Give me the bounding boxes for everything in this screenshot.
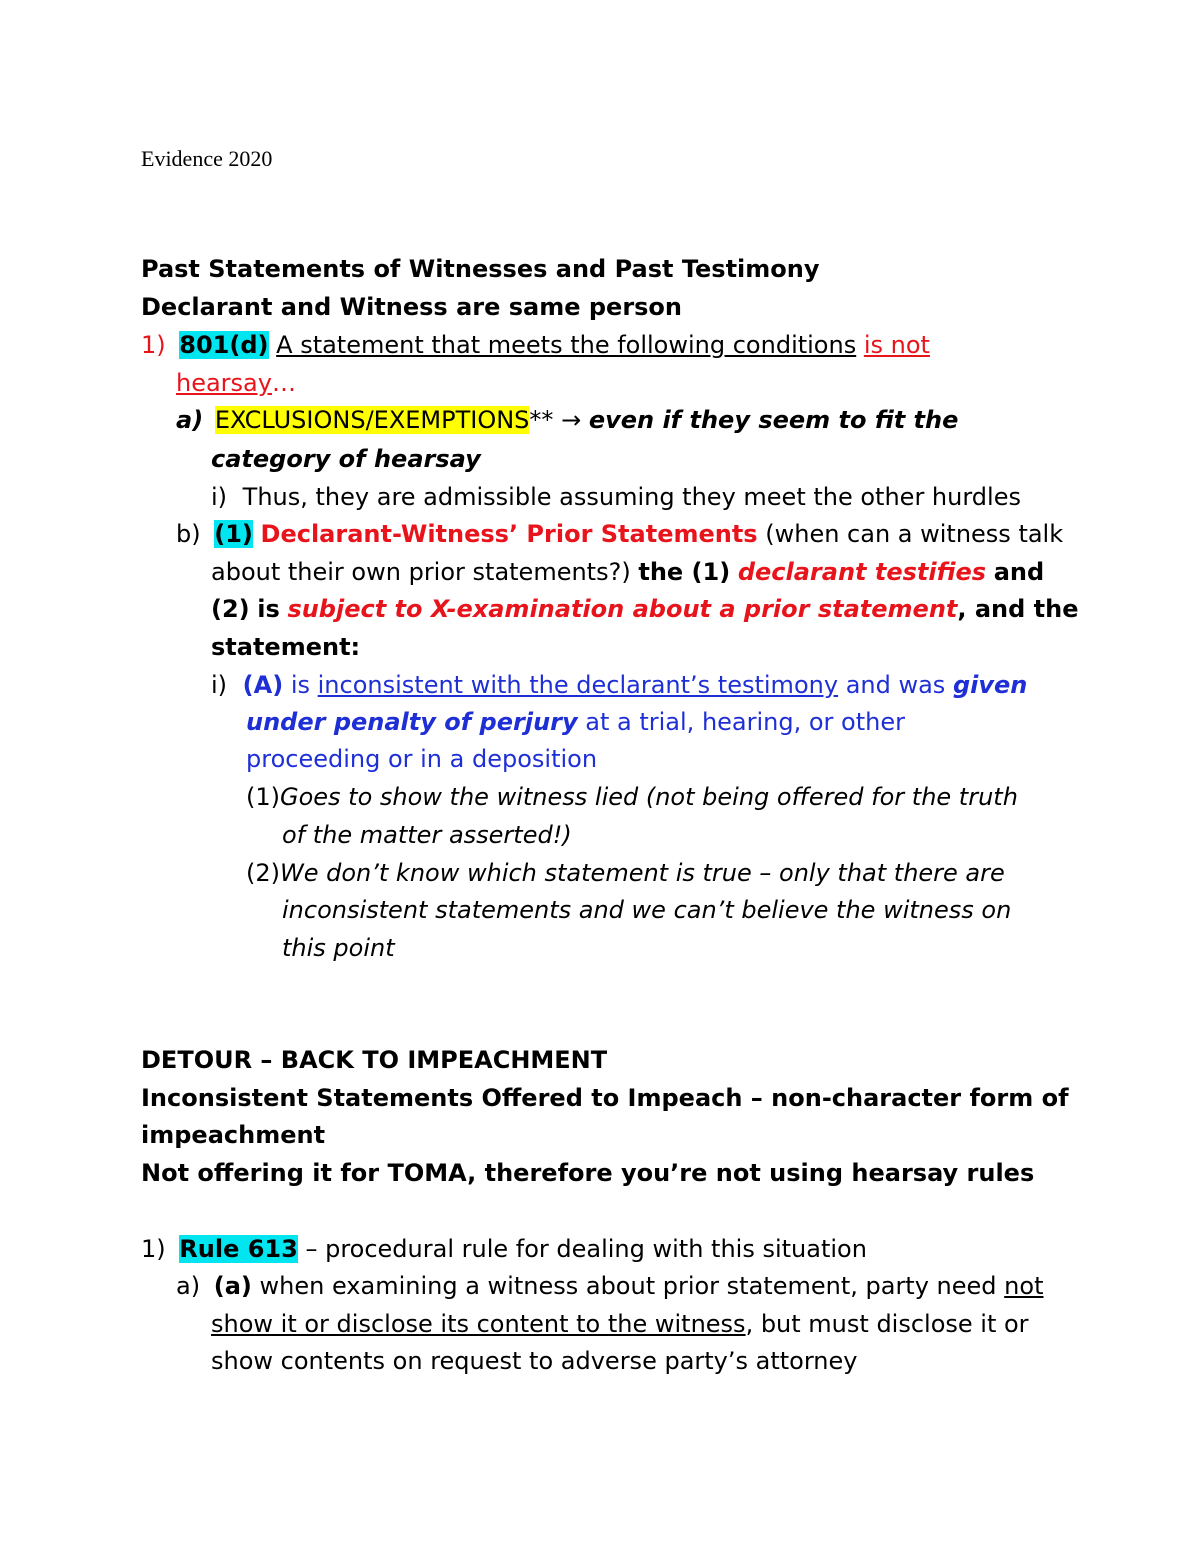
sub-number: (1) (246, 783, 280, 811)
num-2: (2) (211, 595, 250, 623)
section2-subtitle: Inconsistent Statements Offered to Impeach – non-character form of (141, 1084, 1069, 1112)
admissible-text: Thus, they are admissible assuming they meet the other hurdles (242, 483, 1021, 511)
section-subtitle: Declarant and Witness are same person (141, 293, 683, 321)
document-header: Evidence 2020 (141, 146, 273, 171)
must-disclose-text: , but must disclose it or (745, 1310, 1029, 1338)
hearsay-text: hearsay (176, 369, 272, 397)
section-title: Past Statements of Witnesses and Past Testimony (141, 255, 820, 283)
list-item-witness-lied (246, 782, 1018, 812)
list-item-inconsistent (211, 670, 1027, 700)
examining-line2 (211, 1309, 1029, 1339)
which-true-line3: this point (282, 934, 395, 962)
and-the-text: , and the (957, 595, 1079, 623)
arrow-icon: → (561, 406, 582, 434)
inconsistent-line3: proceeding or in a deposition (246, 745, 598, 773)
trial-hearing-text: at a trial, hearing, or other (585, 708, 905, 736)
list-item-which-true (246, 858, 1005, 888)
which-true-line2: inconsistent statements and we can’t believe the witness on (282, 896, 1012, 924)
list-item-exclusions (176, 405, 958, 435)
num-highlight: (1) (214, 520, 253, 548)
ellipsis: … (271, 369, 296, 397)
list-number: 1) (141, 331, 166, 359)
is-text: is (290, 671, 310, 699)
and-text: and (993, 558, 1045, 586)
list-item-801d (141, 330, 930, 360)
exclusions-text: even if they seem to fit the (588, 406, 959, 434)
list-letter: a) (176, 406, 204, 434)
examining-line3: show contents on request to adverse party’s attorney (211, 1347, 858, 1375)
penalty-of-perjury: under penalty of perjury (246, 708, 578, 736)
rule-801d-highlight: 801(d) (179, 331, 269, 359)
list-item-rule-613 (141, 1234, 867, 1264)
list-item-prior-statements (176, 519, 1063, 549)
subject-to-x-exam: subject to X-examination about a prior statement (287, 595, 958, 623)
section2-toma-note: Not offering it for TOMA, therefore you’re not using hearsay rules (141, 1159, 1035, 1187)
list-letter: a) (176, 1272, 201, 1300)
prior-statements-title: Declarant-Witness’ Prior Statements (260, 520, 758, 548)
list-item-admissible (211, 482, 1021, 512)
paren-text: (when can a witness talk (765, 520, 1064, 548)
and-was-text: and was (845, 671, 946, 699)
which-true-text: We don’t know which statement is true – only that there are (280, 859, 1005, 887)
given-text: given (952, 671, 1028, 699)
list-letter: b) (176, 520, 201, 548)
witness-lied-text: Goes to show the witness lied (not being offered for the truth (280, 783, 1018, 811)
not-text: not (1004, 1272, 1044, 1300)
not-hearsay-text: is not (863, 331, 930, 359)
list-number: 1) (141, 1235, 166, 1263)
show-disclose-text: show it or disclose its content to the witness (211, 1310, 746, 1338)
statement-label: statement: (211, 633, 361, 661)
inconsistent-text: inconsistent with the declarant’s testimony (317, 671, 839, 699)
witness-lied-continued: of the matter asserted!) (282, 821, 572, 849)
rule-613-highlight: Rule 613 (179, 1235, 298, 1263)
inconsistent-line2 (246, 707, 905, 737)
sub-number: (2) (246, 859, 280, 887)
question-text: about their own prior statements?) (211, 558, 631, 586)
list-roman: i) (211, 483, 228, 511)
section2-subtitle-continued: impeachment (141, 1121, 326, 1149)
is-text: is (257, 595, 280, 623)
list-item-examining (176, 1271, 1043, 1301)
list-roman: i) (211, 671, 228, 699)
section2-title: DETOUR – BACK TO IMPEACHMENT (141, 1046, 608, 1074)
exclusions-highlight: EXCLUSIONS/EXEMPTIONS (214, 406, 530, 434)
rule-text: A statement that meets the following conditions (276, 331, 857, 359)
declarant-testifies: declarant testifies (737, 558, 987, 586)
prior-statements-line3 (211, 594, 1079, 624)
rule-613-text: – procedural rule for dealing with this situation (305, 1235, 867, 1263)
examining-text: when examining a witness about prior statement, party need (259, 1272, 997, 1300)
stars: ** (529, 406, 554, 434)
letter-a: (a) (213, 1272, 252, 1300)
prior-statements-line2 (211, 557, 1044, 587)
list-item-801d-continued (176, 368, 296, 398)
exclusions-text-continued: category of hearsay (211, 445, 481, 473)
bold-text: the (1) (638, 558, 731, 586)
letter-a: (A) (242, 671, 284, 699)
